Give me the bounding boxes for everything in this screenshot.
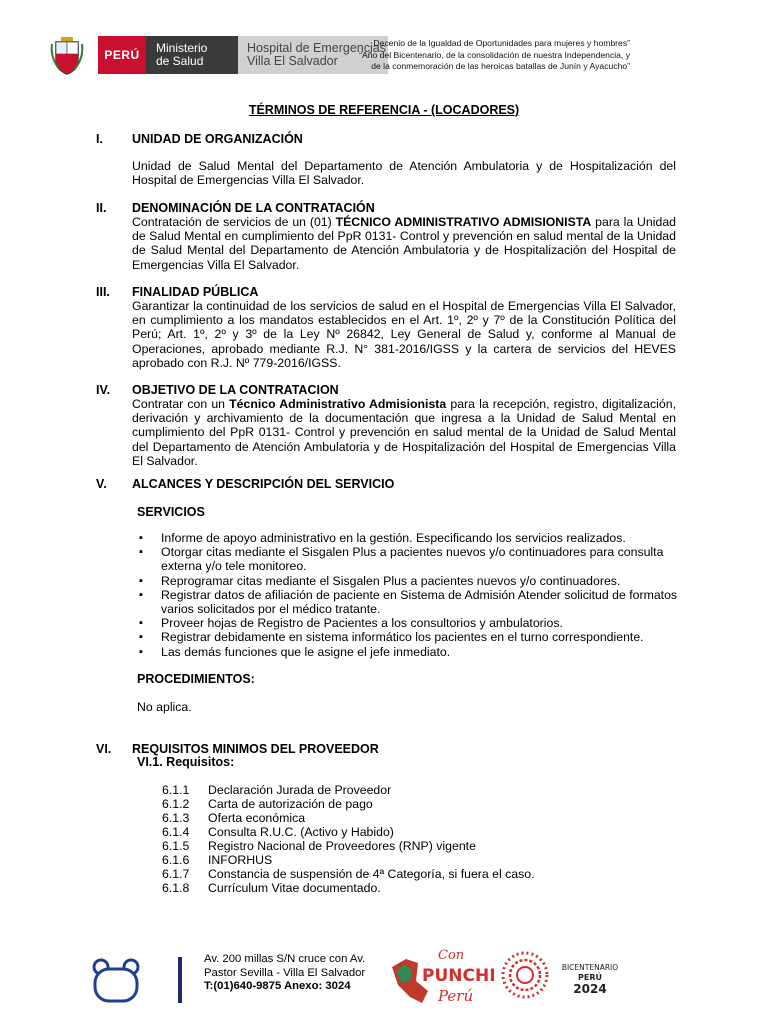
coat-of-arms-logo bbox=[50, 36, 84, 76]
bicentenario-ring-icon bbox=[503, 953, 547, 997]
con-punche-peru-logo bbox=[388, 945, 494, 1007]
section-2-text bbox=[132, 215, 676, 272]
section-5-number: V. bbox=[96, 477, 107, 491]
section-6-number: VI. bbox=[96, 742, 112, 756]
section-2-text-pre: Contratación de servicios de un (01) bbox=[132, 215, 336, 229]
list-item: ▪ Informe de apoyo administrativo en la gestión. Especificando los servicios realizados. bbox=[139, 531, 679, 545]
list-item: ▪ Proveer hojas de Registro de Pacientes a los consultorios y ambulatorios. bbox=[139, 616, 679, 630]
punche-peru-text: Perú bbox=[438, 987, 474, 1005]
servicios-heading: SERVICIOS bbox=[137, 505, 205, 519]
requisito-number: 6.1.3 bbox=[162, 811, 190, 825]
requisito-number: 6.1.7 bbox=[162, 867, 190, 881]
bicentenario-logo bbox=[498, 948, 622, 1002]
address-line2: Pastor Sevilla - Villa El Salvador bbox=[204, 966, 366, 979]
bicent-line2: PERÚ bbox=[578, 973, 602, 982]
list-item bbox=[162, 797, 373, 811]
requisito-number: 6.1.1 bbox=[162, 783, 190, 797]
ministerio-logo bbox=[146, 36, 238, 74]
section-4-number: IV. bbox=[96, 383, 111, 397]
footer-address bbox=[204, 953, 365, 994]
requisito-text: Registro Nacional de Proveedores (RNP) vigente bbox=[208, 839, 476, 853]
list-item: ▪ Otorgar citas mediante el Sisgalen Plus a pacientes nuevos y/o continuadores para consulta externa y/o tele monitoreo. bbox=[139, 545, 679, 573]
procedimientos-heading: PROCEDIMIENTOS: bbox=[137, 672, 255, 686]
bicent-year: 2024 bbox=[573, 982, 607, 996]
hospital-line1: Hospital de Emergencias bbox=[247, 41, 386, 55]
section-4-text bbox=[132, 397, 676, 468]
list-item bbox=[162, 783, 391, 797]
section-1-heading: UNIDAD DE ORGANIZACIÓN bbox=[132, 132, 303, 146]
section-5-heading: ALCANCES Y DESCRIPCIÓN DEL SERVICIO bbox=[132, 477, 395, 491]
list-item bbox=[162, 811, 305, 825]
section-2-text-post: para la Unidad de Salud Mental en cumplimiento del PpR 0131- Control y prevención en salud mental de la Unidad de Salud Mental del Departamento de Atención Ambulatoria y de Hospitalización del Hospital de Emergencias Villa El Salvador. bbox=[132, 215, 676, 272]
header-quote bbox=[320, 38, 630, 73]
requisito-text: Declaración Jurada de Proveedor bbox=[208, 783, 392, 797]
list-item bbox=[162, 881, 381, 895]
section-3-heading: FINALIDAD PÚBLICA bbox=[132, 285, 259, 299]
peru-logo bbox=[98, 36, 146, 74]
footer-divider bbox=[178, 957, 182, 1003]
section-4-heading: OBJETIVO DE LA CONTRATACION bbox=[132, 383, 339, 397]
requisito-number: 6.1.8 bbox=[162, 881, 190, 895]
requisito-text: Constancia de suspensión de 4ª Categoría, si fuera el caso. bbox=[208, 867, 535, 881]
bicent-line1: BICENTENARIO bbox=[561, 963, 619, 972]
requisito-text: Carta de autorización de pago bbox=[208, 797, 373, 811]
section-4-text-bold: Técnico Administrativo Admisionista bbox=[229, 397, 447, 411]
ministerio-line1: Ministerio bbox=[156, 41, 208, 55]
requisito-text: INFORHUS bbox=[208, 853, 273, 867]
peru-label: PERÚ bbox=[104, 48, 140, 62]
section-3-number: III. bbox=[96, 285, 110, 299]
list-item: ▪ Las demás funciones que le asigne el jefe inmediato. bbox=[139, 645, 679, 659]
requisito-text: Currículum Vitae documentado. bbox=[208, 881, 381, 895]
list-item bbox=[162, 825, 394, 839]
requisito-text: Oferta económica bbox=[208, 811, 306, 825]
section-2-text-bold: TÉCNICO ADMINISTRATIVO ADMISIONISTA bbox=[335, 215, 592, 229]
section-2-number: II. bbox=[96, 201, 107, 215]
bear-logo bbox=[90, 957, 142, 1005]
section-1-number: I. bbox=[96, 132, 103, 146]
list-item: ▪ Registrar datos de afiliación de paciente en Sistema de Admisión Atender solicitud de formatos varios solicitados por el médico tratante. bbox=[139, 588, 679, 616]
requisitos-subheading: VI.1. Requisitos: bbox=[137, 755, 235, 769]
procedimientos-text: No aplica. bbox=[137, 700, 192, 714]
section-6-heading: REQUISITOS MINIMOS DEL PROVEEDOR bbox=[132, 742, 379, 756]
hospital-line2: Villa El Salvador bbox=[247, 54, 338, 68]
list-item: ▪ Reprogramar citas mediante el Sisgalen Plus a pacientes nuevos y/o continuadores. bbox=[139, 574, 679, 588]
section-3-text: Garantizar la continuidad de los servicios de salud en el Hospital de Emergencias Villa El Salvador, en cumplimiento a los mandatos establecidos en el Art. 1º, 2º y 7º de la Constitución Política del Perú; Art. 1º, 2º y 3º de la Ley Nº 26842, Ley General de Salud y, conforme al Manual de Operaciones, aprobado mediante R.J. N° 381-2016/IGSS y la cartera de servicios del HEVES aprobado con R.J. Nº 779-2016/IGSS. bbox=[132, 299, 676, 370]
address-line1: Av. 200 millas S/N cruce con Av. bbox=[204, 953, 366, 965]
requisito-text: Consulta R.U.C. (Activo y Habido) bbox=[208, 825, 394, 839]
section-2-heading: DENOMINACIÓN DE LA CONTRATACIÓN bbox=[132, 201, 375, 215]
list-item: ▪ Registrar debidamente en sistema informático los pacientes en el turno correspondiente. bbox=[139, 630, 679, 644]
phone: T:(01)640-9875 Anexo: 3024 bbox=[204, 980, 351, 993]
list-item bbox=[162, 839, 476, 853]
ministerio-line2: de Salud bbox=[156, 54, 204, 68]
quote-line2: “Año del Bicentenario, de la consolidación de nuestra Independencia, y bbox=[359, 49, 630, 60]
requisito-number: 6.1.2 bbox=[162, 797, 190, 811]
quote-line3: de la conmemoración de las heroicas batallas de Junín y Ayacucho” bbox=[371, 61, 630, 71]
requisito-number: 6.1.6 bbox=[162, 853, 190, 867]
quote-line1: Decenio de la Igualdad de Oportunidades para mujeres y hombres” bbox=[373, 38, 630, 48]
punche-word-text: PUNCHE bbox=[422, 966, 494, 986]
section-4-text-pre: Contratar con un bbox=[132, 397, 230, 411]
servicios-list bbox=[139, 531, 679, 659]
requisito-number: 6.1.5 bbox=[162, 839, 190, 853]
punche-con-text: Con bbox=[438, 948, 465, 963]
document-title: TÉRMINOS DE REFERENCIA - (LOCADORES) bbox=[248, 103, 520, 117]
list-item bbox=[162, 853, 272, 867]
requisito-number: 6.1.4 bbox=[162, 825, 190, 839]
section-1-text: Unidad de Salud Mental del Departamento de Atención Ambulatoria y de Hospitalización del Hospital de Emergencias Villa El Salvador. bbox=[132, 159, 676, 188]
list-item bbox=[162, 867, 535, 881]
section-4-text-post: para la recepción, registro, digitalización, derivación y archivamiento de la documentación que ingresa a la Unidad de Salud Mental en cumplimiento del PpR 0131- Control y prevención en salud mental de la Unidad de Salud Mental del Departamento de Atención Ambulatoria y de Hospitalización del Hospital de Emergencias Villa El Salvador. bbox=[132, 397, 676, 468]
